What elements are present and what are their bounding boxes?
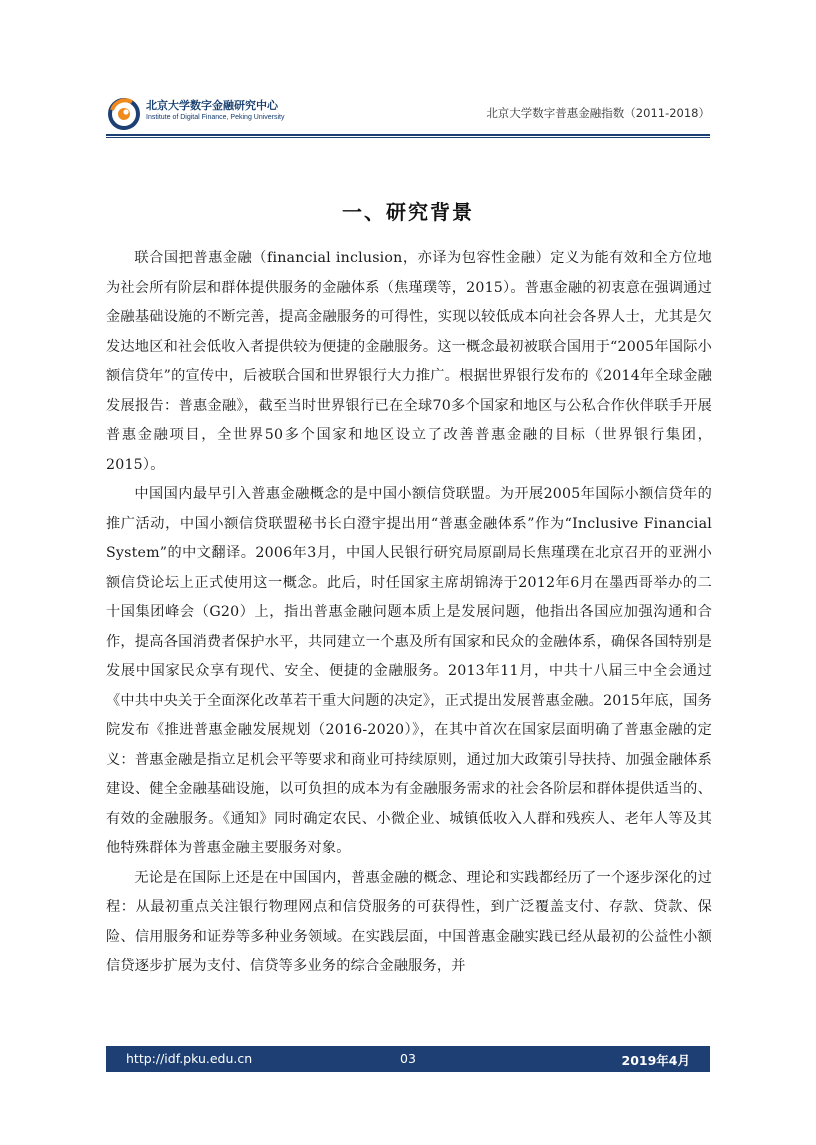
paragraph-3: 无论是在国际上还是在中国国内，普惠金融的概念、理论和实践都经历了一个逐步深化的过程：从最初重点关注银行物理网点和信贷服务的可获得性，到广泛覆盖支付、存款、贷款、保险、信用服务和证券等多种业务领域。在实践层面，中国普惠金融实践已经从最初的公益性小额信贷逐步扩展为支付、信贷等多业务的综合金融服务，并: [106, 869, 712, 974]
page-header: [106, 92, 710, 132]
footer-date: 2019年4月: [621, 1053, 690, 1068]
footer-url-link[interactable]: http://idf.pku.edu.cn: [126, 1051, 253, 1066]
paragraph-1: 联合国把普惠金融（financial inclusion，亦译为包容性金融）定义为能有效和全方位地为社会所有阶层和群体提供服务的金融体系（焦瑾璞等，2015）。普惠金融的初衷意在强调通过金融基础设施的不断完善，提高金融服务的可得性，实现以较低成本向社会各界人士，尤其是欠发达地区和社会低收入者提供较为便捷的金融服务。这一概念最初被联合国用于“2005年国际小额信贷年”的宣传中，后被联合国和世界银行大力推广。根据世界银行发布的《2014年全球金融发展报告：普惠金融》，截至当时世界银行已在全球70多个国家和地区与公私合作伙伴联手开展普惠金融项目，全世界50多个国家和地区设立了改善普惠金融的目标（世界银行集团，2015）。: [106, 250, 712, 473]
document-title: 北京大学数字普惠金融指数（2011-2018）: [486, 106, 710, 120]
institute-logo-icon: [106, 96, 142, 132]
org-name-en: Institute of Digital Finance, Peking University: [146, 114, 285, 121]
org-name-cn: 北京大学数字金融研究中心: [146, 99, 278, 112]
page-number: 03: [400, 1051, 416, 1066]
body-text: [106, 244, 712, 982]
section-heading: 一、研究背景: [342, 200, 474, 224]
paragraph-2: 中国国内最早引入普惠金融概念的是中国小额信贷联盟。为开展2005年国际小额信贷年的推广活动，中国小额信贷联盟秘书长白澄宇提出用“普惠金融体系”作为“Inclusive Financial System”的中文翻译。2006年3月，中国人民银行研究局原副局长焦瑾璞在北京召开的亚洲小额信贷论坛上正式使用这一概念。此后，时任国家主席胡锦涛于2012年6月在墨西哥举办的二十国集团峰会（G20）上，指出普惠金融问题本质上是发展问题，他指出各国应加强沟通和合作，提高各国消费者保护水平，共同建立一个惠及所有国家和民众的金融体系，确保各国特别是发展中国家民众享有现代、安全、便捷的金融服务。2013年11月，中共十八届三中全会通过《中共中央关于全面深化改革若干重大问题的决定》，正式提出发展普惠金融。2015年底，国务院发布《推进普惠金融发展规划（2016-2020）》，在其中首次在国家层面明确了普惠金融的定义：普惠金融是指立足机会平等要求和商业可持续原则，通过加大政策引导扶持、加强金融体系建设、健全金融基础设施，以可负担的成本为有金融服务需求的社会各阶层和群体提供适当的、有效的金融服务。《通知》同时确定农民、小微企业、城镇低收入人群和残疾人、老年人等及其他特殊群体为普惠金融主要服务对象。: [106, 486, 712, 856]
page-footer: [106, 1046, 710, 1072]
header-divider: [106, 134, 710, 138]
